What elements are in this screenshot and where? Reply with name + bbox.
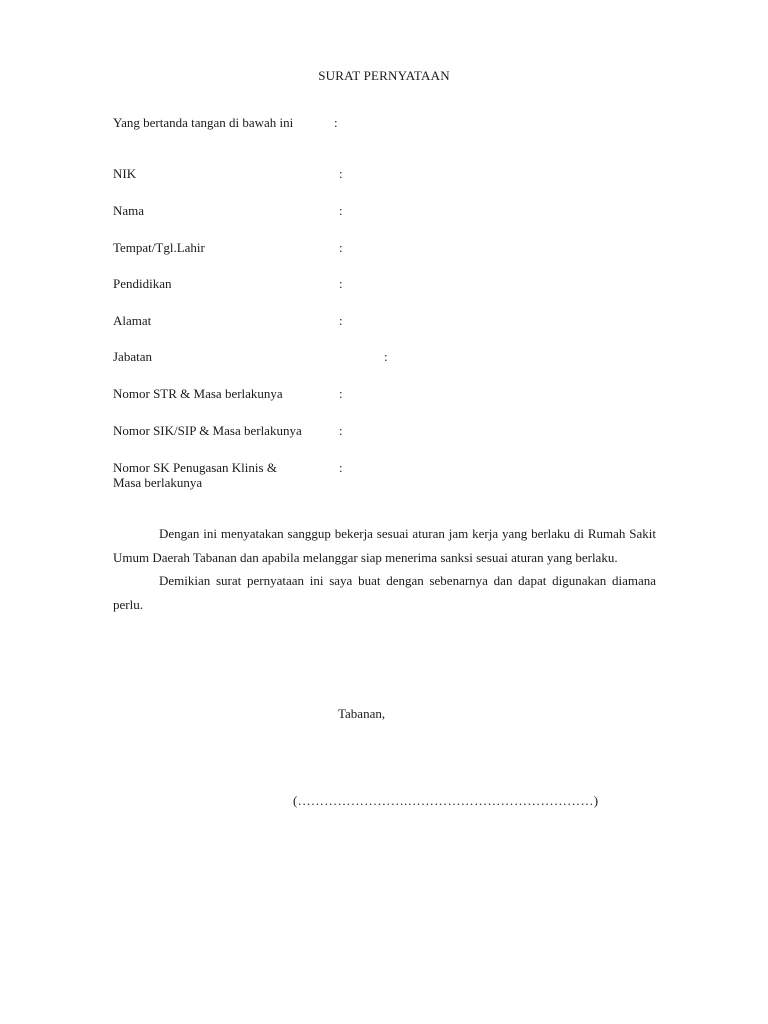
- field-colon: :: [339, 276, 343, 291]
- field-colon: :: [339, 240, 343, 255]
- statement-paragraph-1: Dengan ini menyatakan sanggup bekerja sesuai aturan jam kerja yang berlaku di Rumah Sakit Umum Daerah Tabanan dan apabila melanggar siap menerima sanksi sesuai aturan yang berlaku.: [113, 526, 656, 565]
- field-row-nomor-str: [113, 386, 673, 406]
- field-colon: :: [339, 313, 343, 328]
- field-colon: :: [339, 386, 343, 401]
- field-label: Tempat/Tgl.Lahir: [113, 240, 205, 255]
- field-row-nomor-sik-sip: [113, 423, 673, 443]
- field-row-tempat-tgl-lahir: [113, 240, 673, 260]
- field-row-pendidikan: [113, 276, 673, 296]
- place-date: Tabanan,: [338, 706, 386, 721]
- field-label: Jabatan: [113, 349, 152, 364]
- field-row-nama: [113, 203, 673, 223]
- field-label: Nomor SK Penugasan Klinis & Masa berlakunya: [113, 460, 277, 490]
- field-row-nik: [113, 166, 673, 186]
- field-label: Pendidikan: [113, 276, 172, 291]
- field-label: Nama: [113, 203, 145, 218]
- field-colon: :: [339, 166, 343, 181]
- statement-paragraph-2: Demikian surat pernyataan ini saya buat dengan sebenarnya dan dapat digunakan diamana perlu.: [113, 573, 656, 612]
- intro-colon: :: [334, 115, 338, 130]
- field-colon: :: [339, 460, 343, 475]
- document-title: SURAT PERNYATAAN: [318, 68, 450, 83]
- field-label: Nomor STR & Masa berlakunya: [113, 386, 283, 401]
- field-colon: :: [339, 203, 343, 218]
- field-label: Alamat: [113, 313, 152, 328]
- statement-body: [113, 522, 656, 616]
- field-label: Nomor SIK/SIP & Masa berlakunya: [113, 423, 302, 438]
- field-label: NIK: [113, 166, 137, 181]
- field-colon: :: [339, 423, 343, 438]
- intro-label: Yang bertanda tangan di bawah ini: [113, 115, 294, 130]
- field-row-nomor-sk: [113, 460, 673, 494]
- field-row-alamat: [113, 313, 673, 333]
- field-row-jabatan: [113, 349, 673, 369]
- field-colon: :: [384, 349, 388, 364]
- signature-placeholder: (…………………….……………………………………): [293, 793, 599, 808]
